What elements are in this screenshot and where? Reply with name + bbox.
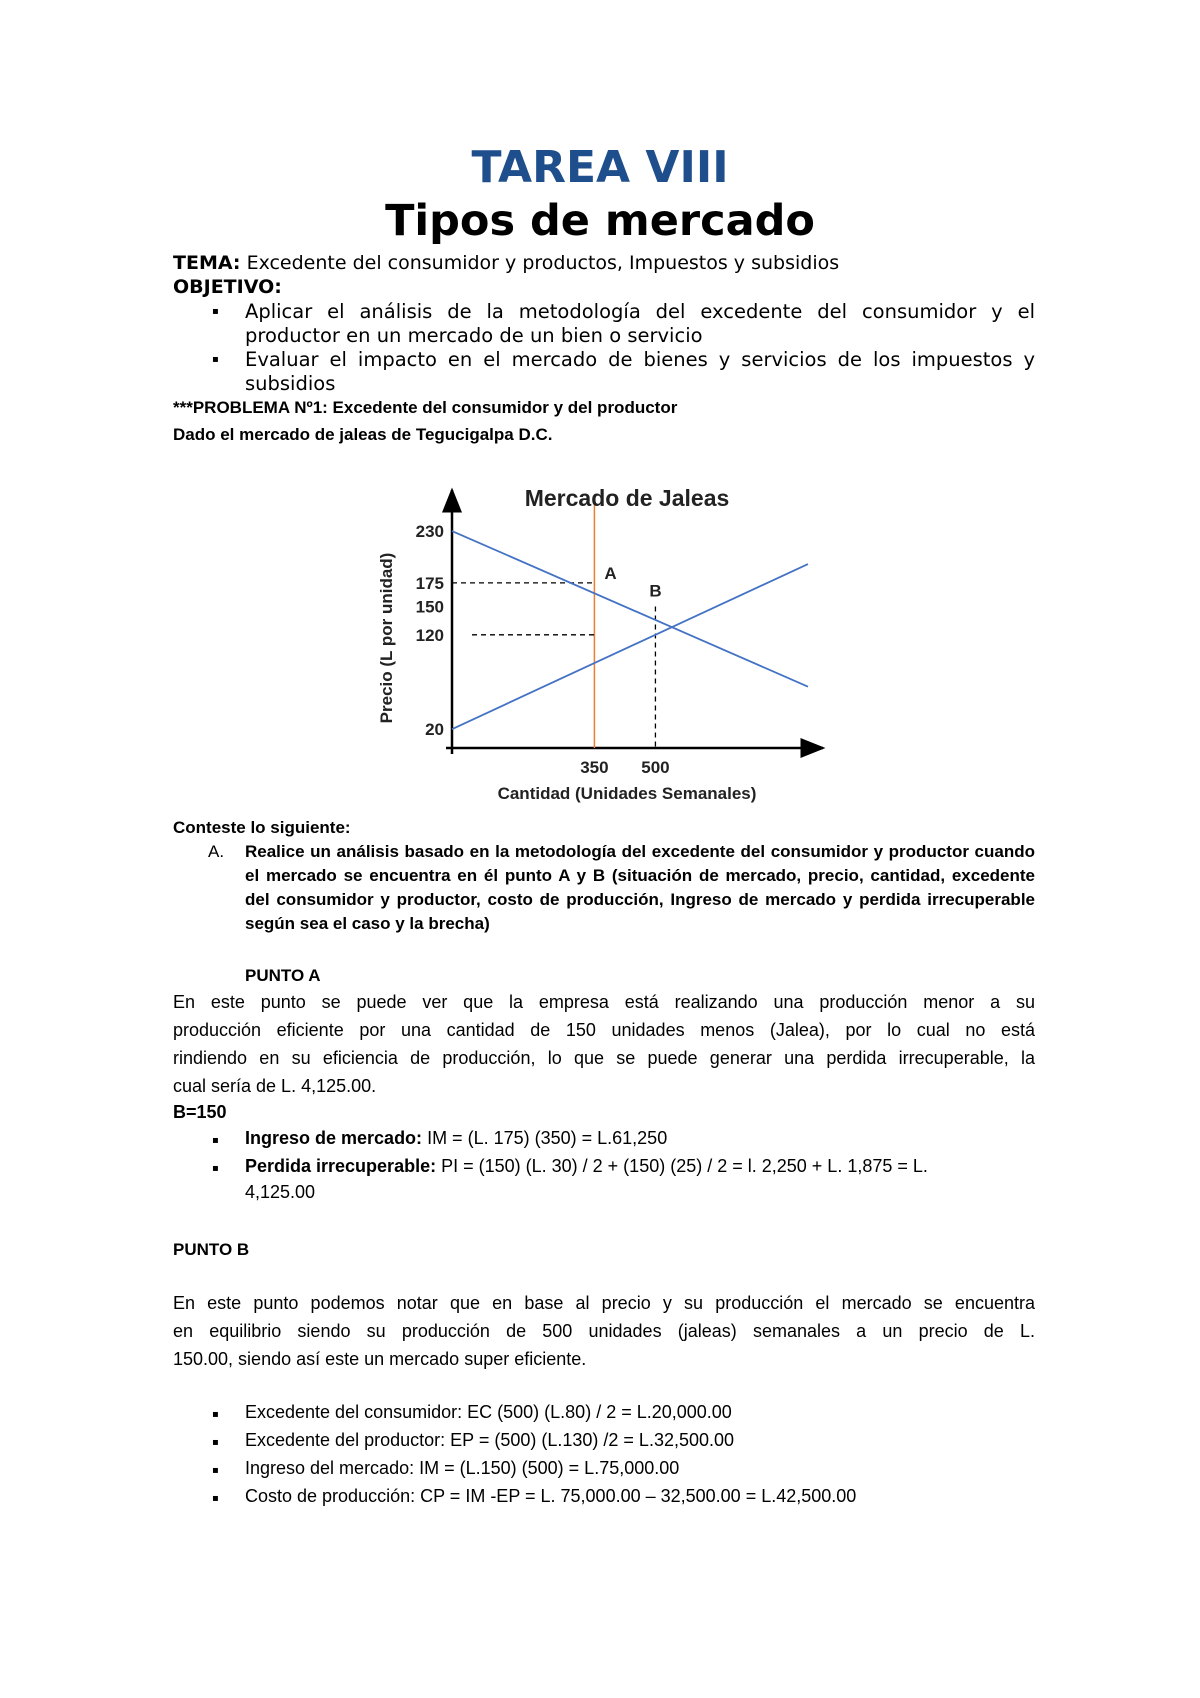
point-label-a: A xyxy=(604,563,617,583)
ingreso-mercado-a xyxy=(245,1128,667,1149)
ingreso-label: Ingreso de mercado: xyxy=(245,1128,423,1148)
ec-label: Excedente del consumidor: xyxy=(245,1402,463,1422)
cp-label: Costo de producción: xyxy=(245,1486,416,1506)
punto-b-line-2: en equilibrio siendo su producción de 500 unidades (jaleas) semanales a un precio de L. xyxy=(173,1321,1035,1341)
document-subtitle: Tipos de mercado xyxy=(385,196,815,246)
punto-b-heading: PUNTO B xyxy=(173,1240,250,1259)
bullet-marker: ▪ xyxy=(212,1437,219,1448)
gap-value: B=150 xyxy=(173,1102,227,1122)
demanda-line xyxy=(452,531,808,687)
punto-a-line-4: cual sería de L. 4,125.00. xyxy=(173,1076,377,1096)
punto-b-line-1: En este punto podemos notar que en base al precio y su producción el mercado se encuentra xyxy=(173,1293,1035,1313)
perdida-irrecuperable-a xyxy=(245,1156,928,1177)
market-chart xyxy=(360,478,850,808)
question-line-1: Realice un análisis basado en la metodología del excedente del consumidor y productor cuando xyxy=(245,842,1035,861)
chart-series xyxy=(452,531,808,729)
objective-1-line-1: Aplicar el análisis de la metodología del excedente del consumidor y el xyxy=(245,300,1035,323)
question-marker: A. xyxy=(208,842,225,861)
costo-produccion xyxy=(245,1486,856,1507)
ep-value: EP = (500) (L.130) /2 = L.32,500.00 xyxy=(450,1430,735,1450)
perdida-value: PI = (150) (L. 30) / 2 + (150) (25) / 2 = l. 2,250 + L. 1,875 = L. xyxy=(441,1156,928,1176)
bullet-marker: ▪ xyxy=(212,1163,219,1174)
tema-text: Excedente del consumidor y productos, Impuestos y subsidios xyxy=(246,252,840,274)
tema-label: TEMA: xyxy=(173,252,241,274)
bullet-marker: ▪ xyxy=(212,354,219,365)
chart-y-axis-label: Precio (L por unidad) xyxy=(377,552,396,724)
point-label-b: B xyxy=(649,581,662,601)
chart-x-axis-label: Cantidad (Unidades Semanales) xyxy=(497,784,757,803)
problem-context: Dado el mercado de jaleas de Tegucigalpa D.C. xyxy=(173,425,553,444)
y-tick-label: 120 xyxy=(415,625,444,645)
question-line-3: del consumidor y productor, costo de producción, Ingreso de mercado y perdida irrecuperable xyxy=(245,890,1035,909)
excedente-productor xyxy=(245,1430,734,1451)
bullet-marker: ▪ xyxy=(212,306,219,317)
bullet-marker: ▪ xyxy=(212,1409,219,1420)
question-line-2: el mercado se encuentra en él punto A y B (situación de mercado, precio, cantidad, excedente xyxy=(245,866,1035,885)
im-value: IM = (L.150) (500) = L.75,000.00 xyxy=(419,1458,680,1478)
chart-labels xyxy=(416,522,670,777)
excedente-consumidor xyxy=(245,1402,732,1423)
punto-a-line-3: rindiendo en su eficiencia de producción, lo que se puede generar una perdida irrecuperable, la xyxy=(173,1048,1035,1068)
document-title: TAREA VIII xyxy=(471,142,729,193)
y-tick-label: 20 xyxy=(425,720,444,740)
chart-title: Mercado de Jaleas xyxy=(524,485,730,511)
perdida-value-continued: 4,125.00 xyxy=(245,1182,316,1202)
y-tick-label: 150 xyxy=(415,597,444,617)
question-line-4: según sea el caso y la brecha) xyxy=(245,914,490,933)
punto-a-line-2: producción eficiente por una cantidad de 150 unidades menos (Jalea), por lo cual no está xyxy=(173,1020,1035,1040)
bullet-marker: ▪ xyxy=(212,1493,219,1504)
perdida-label: Perdida irrecuperable: xyxy=(245,1156,437,1176)
objetivo-label: OBJETIVO: xyxy=(173,276,282,298)
chart-guides xyxy=(452,506,655,748)
objective-1-line-2: productor en un mercado de un bien o servicio xyxy=(245,324,703,347)
x-tick-label: 350 xyxy=(580,758,609,777)
objective-2-line-2: subsidios xyxy=(245,372,336,395)
tema-line xyxy=(173,252,839,274)
bullet-marker: ▪ xyxy=(212,1135,219,1146)
questions-heading: Conteste lo siguiente: xyxy=(173,818,351,837)
chart-axes xyxy=(446,490,823,754)
ec-value: EC (500) (L.80) / 2 = L.20,000.00 xyxy=(467,1402,732,1422)
cp-value: CP = IM -EP = L. 75,000.00 – 32,500.00 = L.42,500.00 xyxy=(420,1486,857,1506)
bullet-marker: ▪ xyxy=(212,1465,219,1476)
punto-b-line-3: 150.00, siendo así este un mercado super eficiente. xyxy=(173,1349,587,1369)
im-label: Ingreso del mercado: xyxy=(245,1458,415,1478)
ep-label: Excedente del productor: xyxy=(245,1430,446,1450)
x-tick-label: 500 xyxy=(641,758,670,777)
problem-title: ***PROBLEMA Nº1: Excedente del consumidor y del productor xyxy=(173,398,678,417)
ingreso-mercado-b xyxy=(245,1458,679,1479)
ingreso-value: IM = (L. 175) (350) = L.61,250 xyxy=(427,1128,668,1148)
punto-a-line-1: En este punto se puede ver que la empresa está realizando una producción menor a su xyxy=(173,992,1035,1012)
y-tick-label: 175 xyxy=(415,573,444,593)
y-tick-label: 230 xyxy=(415,522,444,542)
punto-a-heading: PUNTO A xyxy=(245,966,321,985)
oferta-line xyxy=(452,564,808,729)
objective-2-line-1: Evaluar el impacto en el mercado de bienes y servicios de los impuestos y xyxy=(245,348,1035,371)
